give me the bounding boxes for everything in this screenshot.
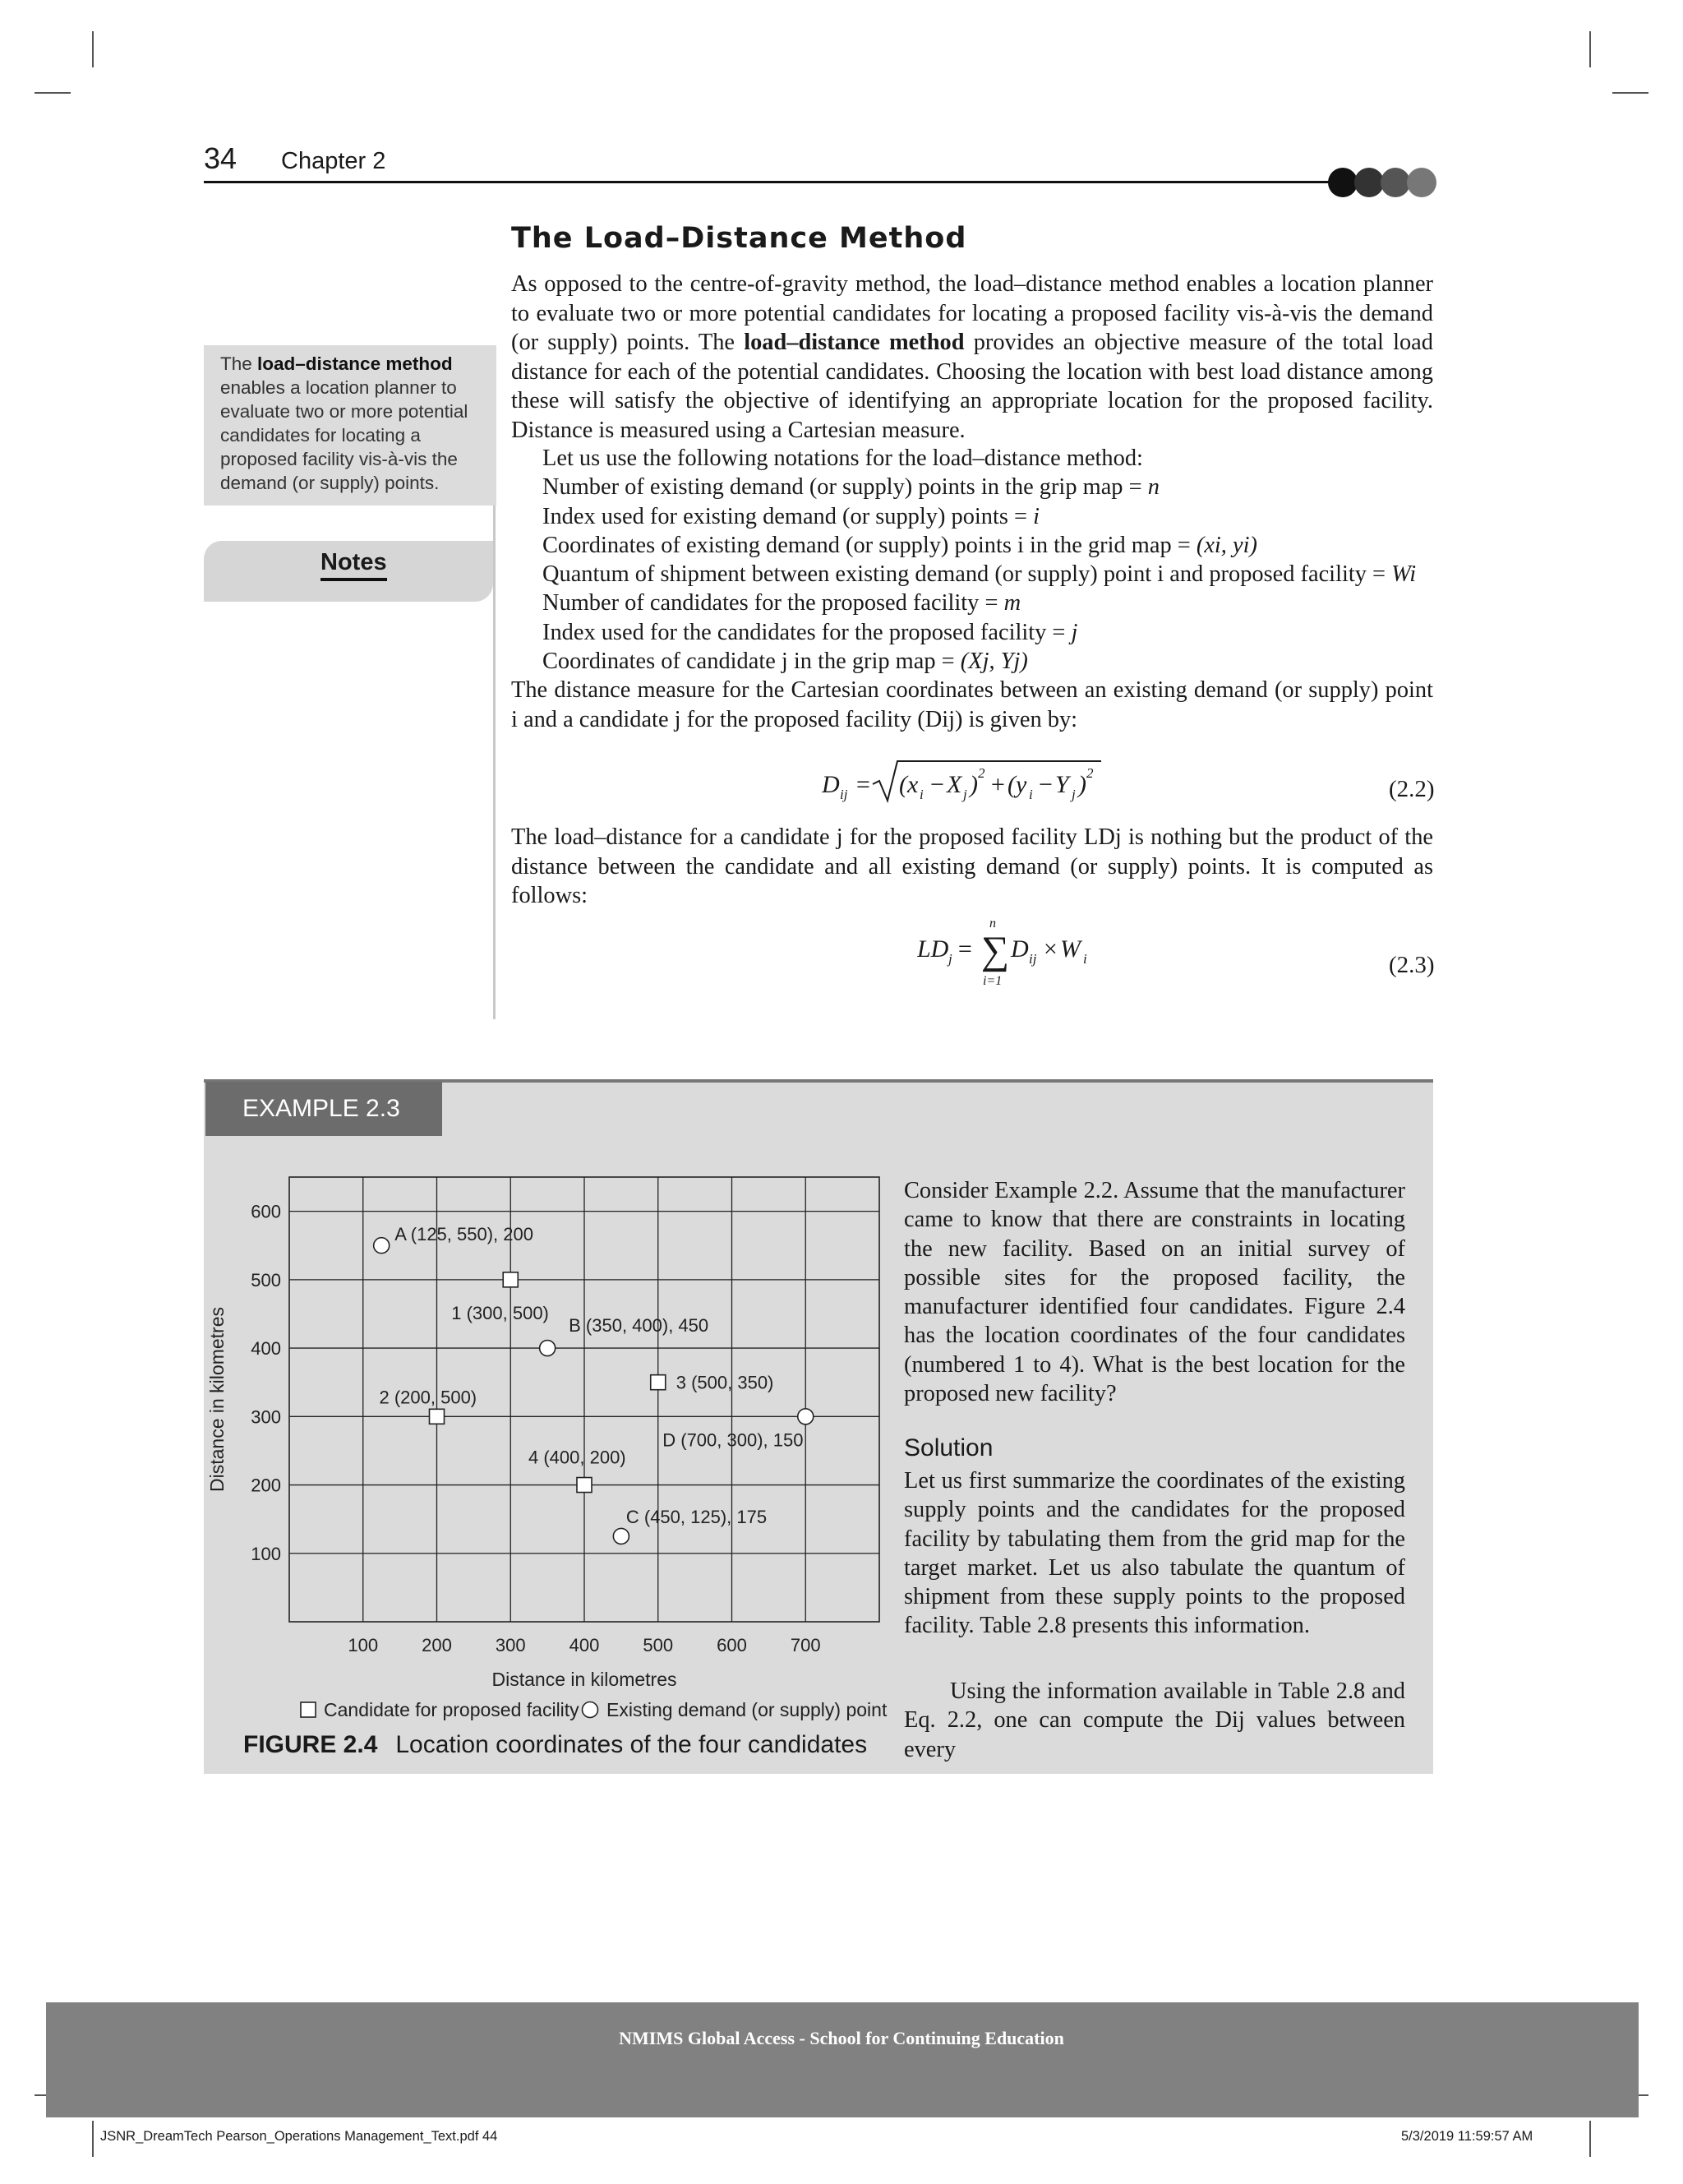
svg-text:i: i	[1029, 787, 1033, 802]
paragraph-intro-term: load–distance method	[744, 330, 965, 355]
point-label: 1 (300, 500)	[451, 1302, 549, 1323]
notation-item	[542, 589, 1416, 617]
candidate-marker	[430, 1409, 445, 1424]
figure-caption-text: Location coordinates of the four candidates	[395, 1731, 868, 1758]
notation-item	[542, 502, 1416, 531]
crop-mark	[35, 92, 71, 94]
y-axis-label: Distance in kilometres	[206, 1307, 228, 1492]
notation-text: Index used for the candidates for the proposed facility =	[542, 619, 1072, 645]
header-dot	[1381, 168, 1410, 197]
notation-symbol: (Xj, Yj)	[960, 649, 1028, 675]
paragraph-distance: The distance measure for the Cartesian coordinates between an existing demand (or supply) point i and a candidate j for the proposed facility (Dij) is given by:	[511, 677, 1433, 732]
footer-band	[46, 2002, 1639, 2117]
candidate-marker	[651, 1375, 666, 1390]
demand-point-marker	[374, 1238, 390, 1254]
paragraph-load-distance: The load–distance for a candidate j for the proposed facility LDj is nothing but the product of the distance between the candidate and all existing demand (or supply) points. It is computed as follows:	[511, 824, 1433, 908]
svg-text:X: X	[947, 771, 962, 798]
margin-note-text: enables a location planner to evaluate two or more potential candidates for locating a proposed facility vis-à-vis the demand (or supply) points.	[220, 377, 468, 493]
point-label: C (450, 125), 175	[625, 1506, 768, 1527]
demand-point-marker	[798, 1409, 814, 1424]
notation-symbol: m	[1003, 590, 1021, 616]
equation-number: (2.2)	[1389, 776, 1435, 802]
notation-symbol: i	[1033, 503, 1040, 529]
x-tick-label: 600	[717, 1635, 747, 1655]
svg-text:i: i	[920, 787, 924, 802]
candidate-marker	[503, 1272, 518, 1287]
notation-text: Index used for existing demand (or supply) points =	[542, 503, 1034, 529]
point-label: A (125, 550), 200	[394, 1224, 533, 1245]
legend-demand-label: Existing demand (or supply) point	[606, 1699, 888, 1720]
crop-mark	[92, 31, 94, 67]
svg-text:i=1: i=1	[983, 974, 1003, 988]
equation-number: (2.3)	[1389, 952, 1435, 978]
y-tick-label: 100	[251, 1543, 281, 1564]
x-tick-label: 700	[790, 1635, 821, 1655]
header-rule	[204, 181, 1420, 183]
svg-text:j: j	[948, 951, 952, 967]
margin-note	[204, 345, 496, 506]
footer-institution: NMIMS Global Access - School for Continuing Education	[619, 2028, 1064, 2048]
svg-text:i: i	[1083, 951, 1087, 967]
svg-text:=: =	[855, 771, 872, 798]
section-title: The Load–Distance Method	[511, 222, 967, 255]
legend-square-icon	[301, 1702, 316, 1717]
example-tab: EXAMPLE 2.3	[205, 1082, 442, 1136]
figure-caption	[243, 1731, 867, 1759]
svg-text:−: −	[1037, 771, 1054, 798]
svg-text:−: −	[929, 771, 946, 798]
notation-item	[542, 531, 1416, 560]
x-tick-label: 500	[643, 1635, 674, 1655]
y-tick-label: 500	[251, 1269, 281, 1291]
legend-candidate-label: Candidate for proposed facility	[324, 1699, 579, 1720]
svg-text:ij: ij	[840, 787, 848, 802]
solution-title: Solution	[904, 1434, 994, 1461]
x-tick-label: 400	[569, 1635, 600, 1655]
header-dot	[1354, 168, 1384, 197]
notation-text: Number of candidates for the proposed facility =	[542, 590, 1004, 616]
crop-mark	[1612, 92, 1648, 94]
notation-symbol: j	[1071, 619, 1078, 645]
svg-text:LD: LD	[917, 935, 949, 963]
candidate-marker	[577, 1478, 592, 1493]
svg-text:(x: (x	[899, 771, 919, 798]
y-tick-label: 400	[251, 1338, 281, 1360]
paragraph-intro-b: provides an objective measure of the total load distance for each of the potential candidates. Choosing the location with best load distance among these will satisfy the objective of identifying an appropriate location for the proposed facility. Distance is measured using a Cartesian measure.	[511, 330, 1433, 443]
notation-list	[542, 444, 1416, 676]
notes-label: Notes	[320, 549, 387, 581]
notation-symbol: (xi, yi)	[1196, 532, 1257, 558]
footer-timestamp: 5/3/2019 11:59:57 AM	[1401, 2129, 1533, 2144]
notation-text: Number of existing demand (or supply) points in the grip map =	[542, 474, 1148, 501]
margin-note-term: load–distance method	[257, 353, 453, 374]
page-number: 34	[204, 141, 237, 175]
svg-text:D: D	[1011, 935, 1029, 963]
svg-text:=: =	[957, 935, 974, 963]
svg-text:2: 2	[1086, 765, 1094, 781]
svg-text:2: 2	[978, 765, 985, 781]
solution-paragraph: Let us first summarize the coordinates of the existing supply points and the candidates for the proposed facility by tabulating them from the grid map for the target market. Let us also tabulate the quantum of shipment from these supply points to the proposed facility. Table 2.8 presents this information.	[904, 1468, 1405, 1639]
point-label: B (350, 400), 450	[569, 1315, 709, 1337]
notation-item	[542, 560, 1416, 589]
svg-text:Y: Y	[1055, 771, 1069, 798]
x-axis-label: Distance in kilometres	[491, 1669, 677, 1690]
point-label: D (700, 300), 150	[662, 1429, 804, 1451]
svg-text:): )	[970, 771, 978, 798]
notation-item	[542, 473, 1416, 501]
svg-text:n: n	[989, 917, 996, 930]
demand-point-marker	[540, 1341, 556, 1356]
x-tick-label: 300	[495, 1635, 526, 1655]
legend-circle-icon	[583, 1702, 598, 1718]
point-label: 3 (500, 350)	[676, 1372, 774, 1393]
svg-text:W: W	[1060, 935, 1081, 963]
notation-text: Coordinates of candidate j in the grip map =	[542, 649, 961, 675]
header-dot	[1407, 168, 1436, 197]
svg-text:×: ×	[1042, 935, 1059, 963]
svg-text:(y: (y	[1007, 771, 1027, 798]
point-label: 2 (200, 500)	[379, 1387, 477, 1408]
svg-text:D: D	[822, 771, 840, 798]
notation-symbol: Wi	[1391, 561, 1417, 588]
chapter-label: Chapter 2	[281, 148, 386, 174]
footer-file-name: JSNR_DreamTech Pearson_Operations Management_Text.pdf 44	[100, 2129, 498, 2144]
svg-text:): )	[1078, 771, 1086, 798]
crop-mark	[1589, 31, 1591, 67]
x-tick-label: 200	[422, 1635, 452, 1655]
point-label: 4 (400, 200)	[528, 1447, 626, 1468]
crop-mark	[92, 2121, 94, 2157]
svg-text:ij: ij	[1029, 951, 1037, 967]
margin-note-prefix: The	[220, 353, 258, 374]
svg-text:∑: ∑	[981, 929, 1010, 972]
equation-load-distance	[917, 916, 1114, 990]
paragraph-intro-a: As opposed to the centre-of-gravity method, the load–distance method enables a location planner to evaluate two or more potential candidates for locating a proposed facility vis-à-vis the demand (or supply) points. The	[511, 271, 1433, 355]
notation-item	[542, 618, 1416, 647]
svg-text:j: j	[963, 787, 967, 802]
notation-text: Coordinates of existing demand (or supply) points i in the grid map =	[542, 532, 1197, 558]
demand-point-marker	[613, 1528, 629, 1544]
figure-label: FIGURE 2.4	[243, 1731, 378, 1758]
y-tick-label: 200	[251, 1475, 281, 1496]
example-problem: Consider Example 2.2. Assume that the manufacturer came to know that there are constraints in locating the new facility. Based on an initial survey of possible sites for the proposed facility, the manufacturer identified four candidates. Figure 2.4 has the location coordinates of the four candidates (numbered 1 to 4). What is the best location for the proposed new facility?	[904, 1178, 1405, 1407]
equation-distance	[822, 756, 1150, 806]
notation-item	[542, 647, 1416, 676]
solution-paragraph-2: Using the information available in Table 2.8 and Eq. 2.2, one can compute the Dij values between every	[904, 1678, 1405, 1762]
svg-text:+: +	[989, 771, 1007, 798]
svg-text:j: j	[1072, 787, 1076, 802]
notation-text: Quantum of shipment between existing demand (or supply) point i and proposed facility =	[542, 561, 1392, 588]
notation-symbol: n	[1147, 474, 1160, 501]
header-dot	[1328, 168, 1358, 197]
location-chart	[204, 1151, 894, 1726]
notation-intro: Let us use the following notations for the load–distance method:	[542, 446, 1143, 471]
crop-mark	[1589, 2121, 1591, 2157]
y-tick-label: 600	[251, 1201, 281, 1222]
x-tick-label: 100	[348, 1635, 379, 1655]
header-dots	[1328, 168, 1433, 197]
y-tick-label: 300	[251, 1406, 281, 1428]
paragraph-intro	[511, 270, 1433, 445]
